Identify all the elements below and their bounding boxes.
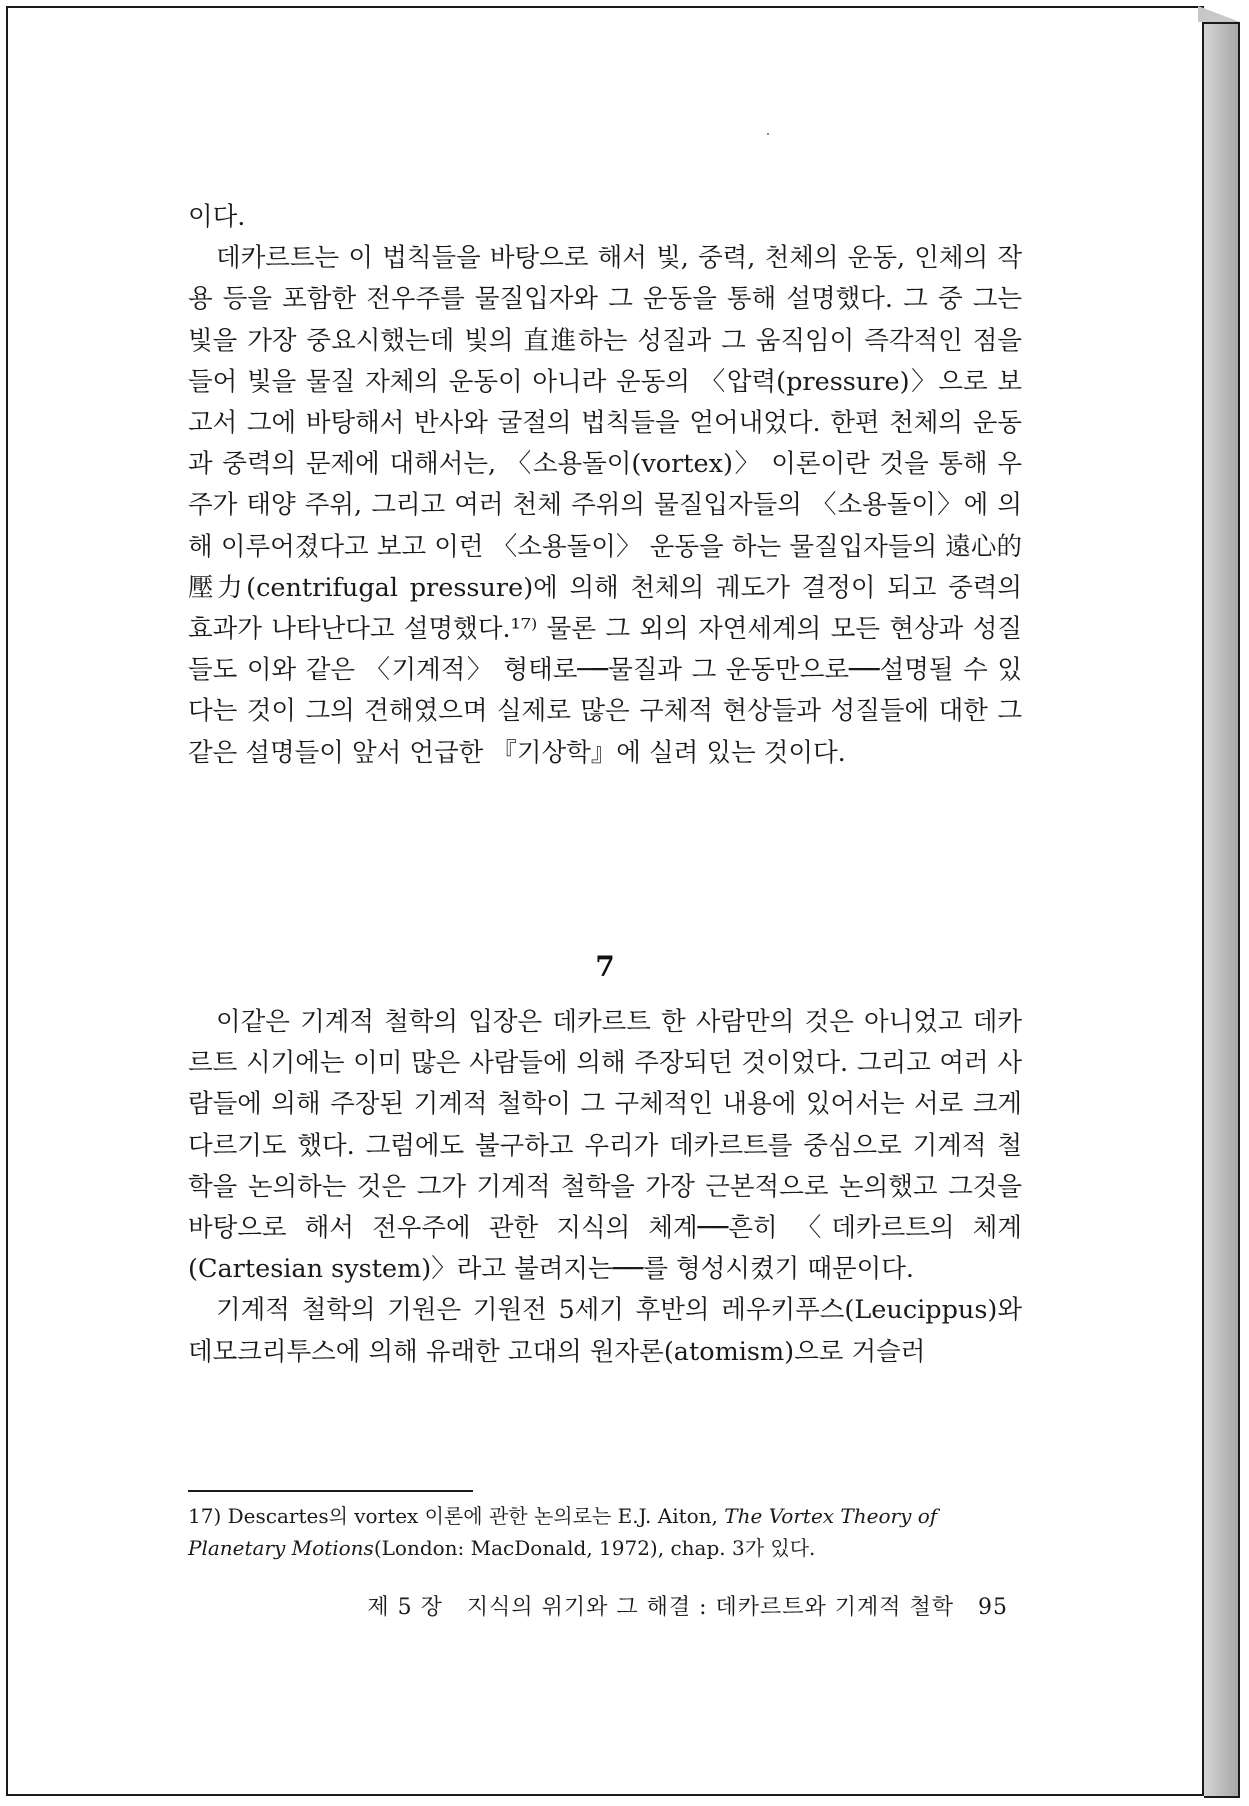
footnote-number: 17) xyxy=(188,1504,222,1528)
footnote-divider xyxy=(188,1490,473,1492)
paragraph-origin-atomism: 기계적 철학의 기원은 기원전 5세기 후반의 레우키푸스(Leucippus)와 데모크리투스에 의해 유래한 고대의 원자론(atomism)으로 거슬러 xyxy=(188,1295,1022,1367)
paragraph-continuation: 이다. xyxy=(188,202,246,232)
upper-body-text xyxy=(188,197,1022,774)
footnote-17 xyxy=(188,1500,1022,1564)
footnote-text-before-title: Descartes의 vortex 이론에 관한 논의로는 E.J. Aiton, xyxy=(227,1504,718,1528)
footnote-line-1 xyxy=(188,1500,1022,1564)
footer-page-number: 95 xyxy=(978,1595,1008,1620)
section-number: 7 xyxy=(595,950,615,983)
footer-chapter-title: 지식의 위기와 그 해결 : 데카르트와 기계적 철학 xyxy=(466,1595,955,1620)
footer-chapter: 제 5 장 xyxy=(367,1595,443,1620)
page-stack-edge xyxy=(1204,22,1240,1798)
footnote-book-title: The Vortex Theory of Planetary Motions xyxy=(188,1504,938,1560)
lower-body-text xyxy=(188,1002,1022,1373)
footnote-text-after-title: (London: MacDonald, 1972), chap. 3가 있다. xyxy=(373,1536,816,1560)
paragraph-descartes-laws: 데카르트는 이 법칙들을 바탕으로 해서 빛, 중력, 천체의 운동, 인체의 작용 등을 포함한 전우주를 물질입자와 그 운동을 통해 설명했다. 그 중 그는 빛을 가장 중요시했는데 빛의 直進하는 성질과 그 움직임이 즉각적인 점을 들어 빛을 물질 자체의 운동이 아니라 운동의 〈압력(pressure)〉으로 보고서 그에 바탕해서 반사와 굴절의 법칙들을 얻어내었다. 한편 천체의 운동과 중력의 문제에 대해서는, 〈소용돌이(vortex)〉 이론이란 것을 통해 우주가 태양 주위, 그리고 여러 천체 주위의 물질입자들의 〈소용돌이〉에 의해 이루어졌다고 보고 이런 〈소용돌이〉 운동을 하는 물질입자들의 遠心的 壓力(centrifugal pressure)에 의해 천체의 궤도가 결정이 되고 중력의 효과가 나타난다고 설명했다.¹⁷⁾ 물론 그 외의 자연세계의 모든 현상과 성질들도 이와 같은 〈기계적〉 형태로──물질과 그 운동만으로──설명될 수 있다는 것이 그의 견해였으며 실제로 많은 구체적 현상들과 성질들에 대한 그 같은 설명들이 앞서 언급한 『기상학』에 실려 있는 것이다. xyxy=(188,243,1022,768)
speck-mark xyxy=(767,133,769,135)
paragraph-mechanical-philosophy: 이같은 기계적 철학의 입장은 데카르트 한 사람만의 것은 아니었고 데카르트 시기에는 이미 많은 사람들에 의해 주장되던 것이었다. 그리고 여러 사람들에 의해 주장된 기계적 철학이 그 구체적인 내용에 있어서는 서로 크게 다르기도 했다. 그럼에도 불구하고 우리가 데카르트를 중심으로 기계적 철학을 논의하는 것은 그가 기계적 철학을 가장 근본적으로 논의했고 그것을 바탕으로 해서 전우주에 관한 지식의 체계──흔히 〈데카르트의 체계(Cartesian system)〉라고 불려지는──를 형성시켰기 때문이다. xyxy=(188,1007,1022,1285)
page-edge-corner xyxy=(1198,6,1240,22)
running-footer xyxy=(188,1590,1008,1621)
